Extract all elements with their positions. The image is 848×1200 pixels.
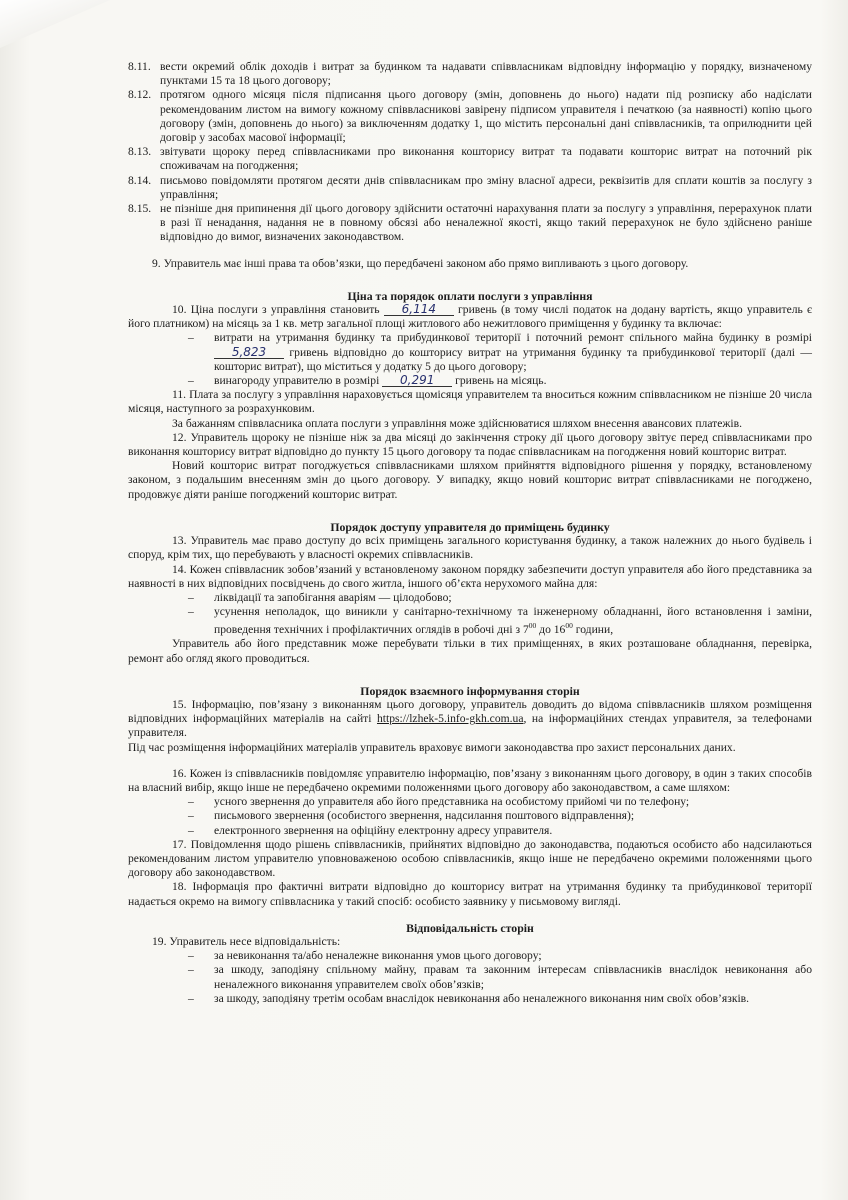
clause-13: 13. Управитель має право доступу до всіх приміщень загального користування будинку, а також належних до нього будівель і споруд, крім тих, що перебувають у власності окремих співвласників.: [128, 534, 812, 562]
website-link[interactable]: https://lzhek-5.info-gkh.com.ua: [376, 712, 524, 726]
dash-marker: –: [188, 963, 194, 977]
clause-10: [128, 303, 812, 331]
handwritten-fee: 0,291: [382, 374, 452, 387]
dash-marker: –: [188, 823, 194, 837]
clause-8-14: [128, 174, 812, 202]
list-item: [128, 992, 812, 1006]
list-item: [128, 591, 812, 605]
list-item-text: електронного звернення на офіційну електронну адресу управителя.: [214, 823, 553, 837]
clause-8-11: [128, 60, 812, 88]
dash-marker: –: [188, 605, 194, 619]
clause-text: вести окремий облік доходів і витрат за будинком та надавати співвласникам відповідну інформацію у порядку, визначеному пунктами 15 та 18 цього договору;: [160, 60, 812, 88]
clause-8-13: [128, 145, 812, 173]
list-item: [128, 963, 812, 991]
list-item-text: усного звернення до управителя або його представника на особистому прийомі чи по телефону;: [214, 795, 690, 809]
clause-text: протягом одного місяця після підписання цього договору (змін, доповнень до нього) надати під розписку або надіслати рекомендованим листом на вимогу кожному співвласникові завірену підписом управителя і печаткою (за наявності) копію цього договору (змін, доповнень до нього) за виключенням додатку 1, що містить персональні дані співвласників, та оприлюднити цей договір у засобах масової інформації;: [160, 88, 812, 145]
dash-marker: –: [188, 991, 194, 1005]
list-item: [128, 949, 812, 963]
dash-marker: –: [188, 949, 194, 963]
clause-18: 18. Інформація про фактичні витрати відповідно до кошторису витрат на утримання будинку та прибудинкової території надається окремо на вимогу співвласника у такий спосіб: особисто заявнику у письмовому вигляді.: [128, 880, 812, 908]
dash-marker: –: [188, 590, 194, 604]
clause-12-extra: Новий кошторис витрат погоджується співвласниками шляхом прийняття відповідного рішення у порядку, встановленому законом, з подальшим внесенням змін до цього договору. У випадку, якщо новий кошторис витрат співвласниками не погоджено, продовжує діяти раніше погоджений кошторис витрат.: [128, 459, 812, 501]
clause-number: 8.13.: [128, 145, 152, 159]
clause-text: не пізніше дня припинення дії цього договору здійснити остаточні нарахування плати за послугу з управління, перерахунок плати в разі її ненадання, надання не в повному обсязі або неналежної якості, якщо такий перерахунок не було здійснено раніше відповідно до вимог, визначених законодавством.: [160, 202, 812, 244]
dash-marker: –: [188, 809, 194, 823]
section-heading-responsibility: Відповідальність сторін: [406, 920, 534, 935]
clause-15-extra: Під час розміщення інформаційних матеріалів управитель враховує вимоги законодавства про захист персональних даних.: [128, 740, 736, 754]
clause-number: 8.15.: [128, 202, 152, 216]
clause-9: 9. Управитель має інші права та обов’язки, що передбачені законом або прямо випливають з цього договору.: [152, 256, 689, 270]
clause-15: 15. Інформацію, пов’язану з виконанням цього договору, управитель доводить до відома співвласників шляхом розміщення відповідних інформаційних матеріалів на сайті https://lzhek-5.info-gkh.com.ua, на інформаційних стендах управителя, за телефонами управителя.: [128, 697, 812, 740]
dash-marker: –: [188, 795, 194, 809]
clause-14-extra: Управитель або його представник може перебувати тільки в тих приміщеннях, в яких розташоване обладнання, перевірка, ремонт або огляд якого проводиться.: [128, 637, 812, 665]
list-item: [128, 374, 812, 388]
list-item-text: ліквідації та запобігання аваріям — цілодобово;: [214, 590, 452, 604]
list-item-text: винагороду управителю в розмірі 0,291 гривень на місяць.: [214, 373, 547, 388]
list-item-text: за шкоду, заподіяну спільному майну, правам та законним інтересам співвласників внаслідок невиконання або неналежного виконання управителем своїх обов’язків;: [214, 963, 812, 991]
list-item: [128, 331, 812, 374]
handwritten-maintenance-cost: 5,823: [214, 346, 284, 359]
page-fold-corner: [0, 0, 110, 48]
clause-number: 8.14.: [128, 173, 152, 187]
handwritten-price: 6,114: [384, 303, 454, 316]
clause-number: 8.11.: [128, 60, 151, 73]
clause-12: 12. Управитель щороку не пізніше ніж за два місяці до закінчення строку дії цього договору звітує перед співвласниками про виконання кошторису витрат відповідно до пункту 15 цього договору та подає співвласникам на погодження новий кошторис витрат.: [128, 430, 812, 459]
clause-11: 11. Плата за послугу з управління нараховується щомісяця управителем та вноситься кожним співвласником не пізніше 20 числа місяця, наступного за розрахунковим.: [128, 388, 812, 416]
clause-16: 16. Кожен із співвласників повідомляє управителю інформацію, пов’язану з виконанням цього договору, в один з таких способів на власний вибір, якщо інше не передбачено окремими положеннями цього договору або законодавством, а саме шляхом:: [128, 766, 812, 794]
clause-11-extra: За бажанням співвласника оплата послуги з управління може здійснюватися шляхом внесення авансових платежів.: [172, 416, 742, 430]
clause-19: 19. Управитель несе відповідальність:: [152, 935, 341, 949]
clause-14: 14. Кожен співвласник зобов’язаний у встановленому законом порядку забезпечити доступ управителя або його представника за наявності в них відповідних посвідчень до свого житла, іншого об’єкта нерухомого майна для:: [128, 562, 812, 590]
clause-8-15: [128, 202, 812, 245]
list-item: [128, 809, 812, 823]
section-heading-access: Порядок доступу управителя до приміщень будинку: [330, 519, 610, 534]
section-heading-price: Ціна та порядок оплати послуги з управління: [347, 288, 593, 303]
list-item: [128, 795, 812, 809]
dash-marker: –: [188, 331, 194, 345]
clause-17: 17. Повідомлення щодо рішень співвласників, прийнятих відповідно до законодавства, подаються особисто або надсилаються рекомендованим листом управителю уповноваженою особою співвласників, якщо інше не передбачено окремими положеннями цього договору або законодавством.: [128, 837, 812, 880]
list-item-text: усунення неполадок, що виникли у санітарно-технічному та інженерному обладнанні, його встановлення і заміни, проведення технічних і профілактичних оглядів в робочі дні з $7^{00}$ до $16^{00}$ години,: [214, 605, 812, 637]
list-item: [128, 605, 812, 637]
list-item-text: за шкоду, заподіяну третім особам внаслідок невиконання або неналежного виконання ним своїх обов’язків.: [214, 991, 750, 1005]
section-heading-info: Порядок взаємного інформування сторін: [360, 683, 580, 698]
clause-8-12: [128, 88, 812, 145]
clause-text: гривень (в тому числі податок на додану вартість, якщо управитель є його платником) на місяць за 1 кв. метр загальної площі житлового або нежитлового приміщення у будинку та включає:: [128, 303, 812, 331]
dash-marker: –: [188, 374, 194, 388]
list-item: [128, 824, 812, 838]
document-body: [128, 60, 812, 1006]
clause-text: письмово повідомляти протягом десяти днів співвласникам про зміну власної адреси, реквізитів для сплати коштів за послугу з управління;: [160, 173, 812, 201]
clause-text: 10. Ціна послуги з управління становить: [172, 303, 380, 317]
list-item-text: за невиконання та/або неналежне виконання умов цього договору;: [214, 949, 542, 963]
clause-text: звітувати щороку перед співвласниками про виконання кошторису витрат та подавати кошторис витрат на поточний рік споживачам на погодження;: [160, 145, 812, 173]
list-item-text: письмового звернення (особистого звернення, надсилання поштового відправлення);: [214, 809, 635, 823]
clause-number: 8.12.: [128, 88, 152, 102]
list-item-text: витрати на утримання будинку та прибудинкової території і поточний ремонт спільного майна будинку в розмірі 5,823 гривень відповідно до кошторису витрат на утримання будинку та прибудинкової території (далі — кошторис витрат), що міститься у додатку 5 до цього договору;: [214, 331, 812, 373]
